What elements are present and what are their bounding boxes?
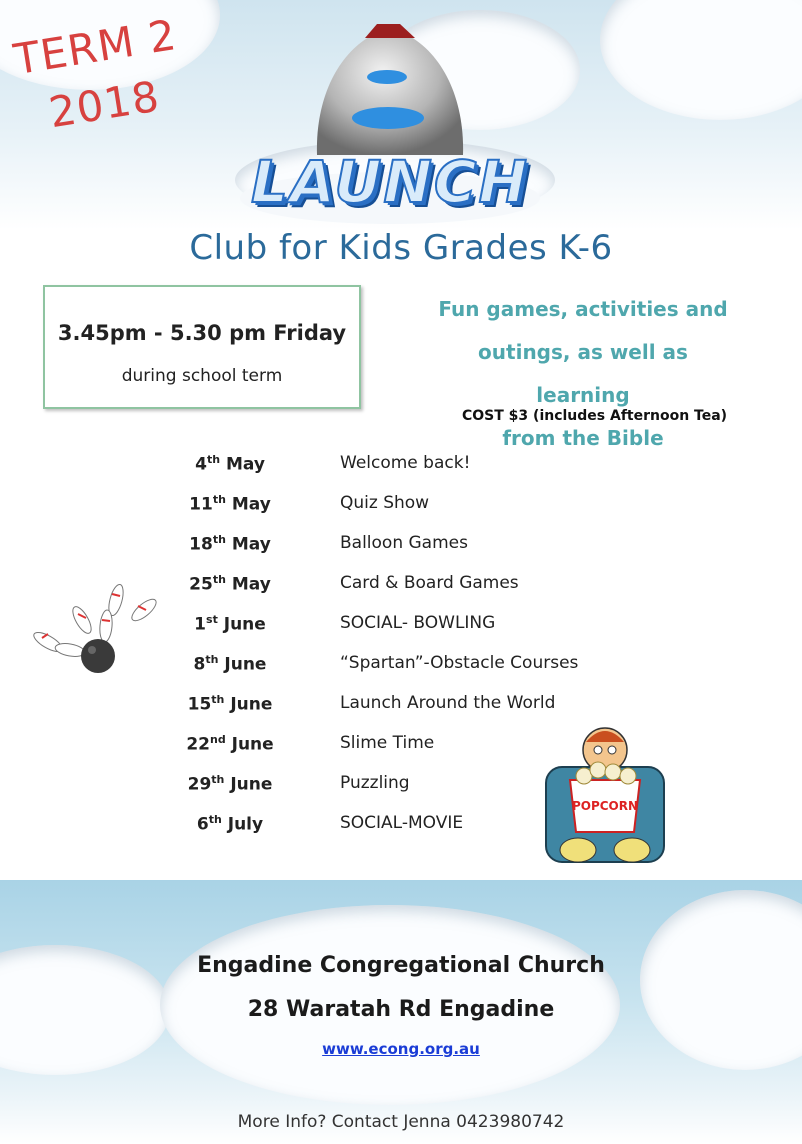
schedule-event: “Spartan”-Obstacle Courses xyxy=(340,653,579,673)
schedule-date: 18th May xyxy=(189,533,271,555)
year-label: 2018 xyxy=(45,71,163,138)
schedule-event: Puzzling xyxy=(340,773,410,793)
term-year-badge xyxy=(0,3,215,183)
popcorn-label: POPCORN xyxy=(571,799,639,813)
popcorn-icon xyxy=(540,722,670,867)
cost-note: COST $3 (includes Afternoon Tea) xyxy=(462,408,728,424)
schedule-row xyxy=(0,488,802,528)
schedule-date: 15th June xyxy=(187,693,273,715)
club-subtitle: Club for Kids Grades K-6 xyxy=(189,228,613,268)
schedule-event: SOCIAL- BOWLING xyxy=(340,613,496,633)
schedule-date: 1st June xyxy=(194,613,266,635)
term-label: TERM 2 xyxy=(10,10,180,85)
schedule-row xyxy=(0,448,802,488)
schedule-date: 29th June xyxy=(187,773,273,795)
schedule-date: 4th May xyxy=(195,453,265,475)
schedule-date: 8th June xyxy=(193,653,267,675)
schedule-row xyxy=(0,528,802,568)
schedule-event: Balloon Games xyxy=(340,533,468,553)
schedule-event: SOCIAL-MOVIE xyxy=(340,813,464,833)
meeting-time: 3.45pm - 5.30 pm Friday xyxy=(57,321,347,345)
schedule-event: Quiz Show xyxy=(340,493,430,513)
launch-title: LAUNCH xyxy=(251,148,529,216)
meeting-note: during school term xyxy=(121,366,283,386)
meeting-time-box xyxy=(43,285,361,409)
activities-line: Fun games, activities and xyxy=(438,297,728,321)
schedule-row xyxy=(0,768,802,808)
church-address: 28 Waratah Rd Engadine xyxy=(247,997,555,1022)
bowling-icon xyxy=(18,580,168,680)
church-info xyxy=(0,944,802,1032)
website-link[interactable]: www.econg.org.au xyxy=(322,1040,480,1058)
schedule-event: Launch Around the World xyxy=(340,693,556,713)
schedule-row xyxy=(0,728,802,768)
church-name: Engadine Congregational Church xyxy=(197,953,605,978)
activities-description xyxy=(428,288,738,460)
schedule-date: 11th May xyxy=(189,493,271,515)
schedule-date: 25th May xyxy=(189,573,271,595)
launch-logo xyxy=(225,20,555,225)
schedule-row xyxy=(0,808,802,848)
schedule-row xyxy=(0,688,802,728)
schedule-date: 22nd June xyxy=(186,733,274,755)
activities-line: from the Bible xyxy=(502,426,664,450)
schedule-date: 6th July xyxy=(196,813,264,835)
activities-line: outings, as well as learning xyxy=(478,340,688,407)
schedule-event: Slime Time xyxy=(340,733,435,753)
contact-info: More Info? Contact Jenna 0423980742 xyxy=(237,1112,565,1132)
schedule-event: Card & Board Games xyxy=(340,573,519,593)
schedule-event: Welcome back! xyxy=(340,453,471,473)
